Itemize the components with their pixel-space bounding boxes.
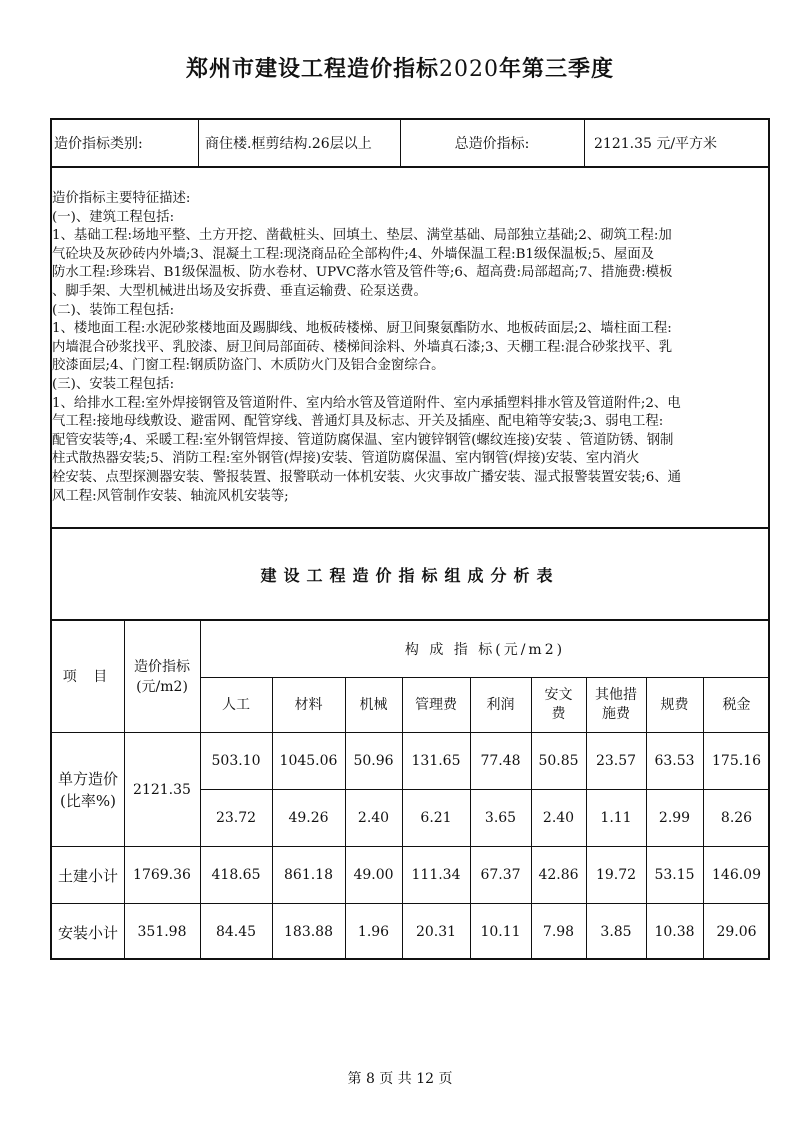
ratio-value: 8.26: [720, 810, 753, 826]
header-divider-3: [584, 118, 585, 166]
cost-value: 183.88: [284, 924, 333, 940]
page-title: [0, 52, 800, 83]
item-header: 项 目: [62, 668, 114, 685]
description-line: (二)、装饰工程包括:: [52, 302, 175, 318]
category-value: 商住楼.框剪结构.26层以上: [205, 136, 372, 152]
description-line: 1、给排水工程:室外焊接钢管及管道附件、室内给水管及管道附件、室内承插塑料排水管及管道附件;2、电: [52, 395, 681, 411]
cost-value: 1045.06: [279, 753, 338, 769]
ratio-value: 49.26: [288, 810, 329, 826]
cost-value: 20.31: [415, 924, 457, 940]
cost-value: 42.86: [538, 867, 579, 883]
ratio-value: 6.21: [420, 810, 452, 826]
cost-value: 19.72: [595, 867, 637, 883]
cost-value: 418.65: [211, 867, 261, 883]
description-line: 内墙混合砂浆找平、乳胶漆、厨卫间局部面砖、楼梯间涂料、外墙真石漆;3、天棚工程:混合砂浆找平、乳: [52, 339, 673, 355]
cost-value: 1.96: [357, 924, 390, 940]
ratio-value: 2.40: [357, 810, 390, 826]
composition-header: 构 成 指 标(元/m2): [404, 642, 566, 658]
feature-description: [52, 190, 766, 506]
title-prefix: 郑州市建设工程造价指标: [185, 57, 439, 82]
description-line: 配管安装等;4、采暖工程:室外钢管焊接、管道防腐保温、室内镀锌钢管(螺纹连接)安装 、管道防锈、钢制: [52, 432, 674, 448]
header-bottom-rule: [50, 166, 770, 168]
row-label-unit-cost: 单方造价(比率%): [57, 769, 118, 810]
description-line: 、脚手架、大型机械进出场及安拆费、垂直运输费、砼泵送费。: [52, 283, 427, 299]
row-label: 安装小计: [57, 923, 118, 942]
cost-value: 7.98: [542, 924, 575, 940]
ratio-value: 23.72: [215, 810, 257, 826]
cost-value: 50.85: [538, 753, 579, 769]
category-label: 造价指标类别:: [54, 136, 143, 152]
description-line: 胶漆面层;4、门窗工程:钢质防盗门、木质防火门及铝合金窗综合。: [52, 358, 445, 374]
cost-value: 50.96: [353, 753, 394, 769]
total-label: 总造价指标:: [454, 136, 530, 152]
cost-value: 503.10: [211, 753, 261, 769]
title-year: 2020: [439, 57, 499, 82]
column-header: 人工: [222, 696, 250, 713]
description-line: 造价指标主要特征描述:: [52, 191, 191, 206]
column-header: 税金: [722, 696, 751, 713]
cost-value: 77.48: [480, 753, 521, 769]
description-line: 1、基础工程:场地平整、土方开挖、凿截桩头、回填土、垫层、满堂基础、局部独立基础;2、砌筑工程:加: [52, 228, 672, 244]
cost-value: 49.00: [353, 867, 394, 883]
header-divider-1: [198, 118, 199, 166]
column-header: 利润: [486, 696, 515, 713]
cost-value: 131.65: [411, 753, 461, 769]
row-index-value: 351.98: [137, 924, 187, 940]
cost-value: 53.15: [654, 867, 695, 883]
page-footer: 第 8 页 共 12 页: [347, 1071, 453, 1087]
cost-value: 146.09: [712, 867, 761, 883]
description-line: 柱式散热器安装;5、消防工程:室外钢管(焊接)安装、管道防腐保温、室内钢管(焊接)安装、室内消火: [52, 451, 640, 467]
index-header: 造价指标(元/m2): [134, 658, 190, 695]
cost-value: 29.06: [716, 924, 757, 940]
description-line: (一)、建筑工程包括:: [52, 209, 175, 225]
column-header: 规费: [660, 696, 689, 713]
cost-value: 84.45: [215, 924, 257, 940]
cost-value: 175.16: [712, 753, 761, 769]
cost-value: 23.57: [595, 753, 637, 769]
description-line: 风工程:风管制作安装、轴流风机安装等;: [52, 488, 289, 504]
ratio-value: 3.65: [484, 810, 517, 826]
cost-value: 861.18: [284, 867, 333, 883]
ratio-value: 2.99: [658, 810, 691, 826]
row-index-value: 2121.35: [133, 781, 191, 798]
ratio-value: 2.40: [542, 810, 575, 826]
description-line: 气工程:接地母线敷设、避雷网、配管穿线、普通灯具及标志、开关及插座、配电箱等安装;3、弱电工程:: [52, 414, 664, 430]
row-index-value: 1769.36: [133, 867, 191, 883]
cost-value: 67.37: [480, 867, 521, 883]
row-label: 土建小计: [57, 866, 118, 885]
cost-value: 10.11: [480, 924, 521, 940]
analysis-table-title: 建设工程造价指标组成分析表: [260, 565, 560, 585]
column-header: 其他措施费: [595, 687, 637, 722]
total-value: 2121.35 元/平方米: [594, 136, 718, 152]
description-line: (三)、安装工程包括:: [52, 376, 175, 392]
cost-value: 63.53: [654, 753, 695, 769]
column-header: 安文费: [544, 687, 573, 722]
description-line: 1、楼地面工程:水泥砂浆楼地面及踢脚线、地板砖楼梯、厨卫间聚氨酯防水、地板砖面层;2、墙柱面工程:: [52, 321, 672, 337]
cost-value: 111.34: [411, 867, 461, 883]
title-suffix: 年第三季度: [499, 57, 615, 82]
description-line: 防水工程:珍珠岩、B1级保温板、防水卷材、UPVC落水管及管件等;6、超高费:局部超高;7、措施费:模板: [52, 265, 673, 281]
cost-value: 10.38: [654, 924, 695, 940]
column-header: 管理费: [415, 696, 457, 713]
cost-value: 3.85: [600, 924, 632, 940]
column-header: 材料: [294, 696, 323, 713]
ratio-value: 1.11: [600, 810, 632, 826]
column-header: 机械: [359, 696, 388, 713]
description-line: 气砼块及灰砂砖内外墙;3、混凝土工程:现浇商品砼全部构件;4、外墙保温工程:B1级保温板;5、屋面及: [52, 246, 655, 262]
description-line: 栓安装、点型探测器安装、警报装置、报警联动一体机安装、火灾事故广播安装、湿式报警装置安装;6、通: [52, 469, 681, 485]
